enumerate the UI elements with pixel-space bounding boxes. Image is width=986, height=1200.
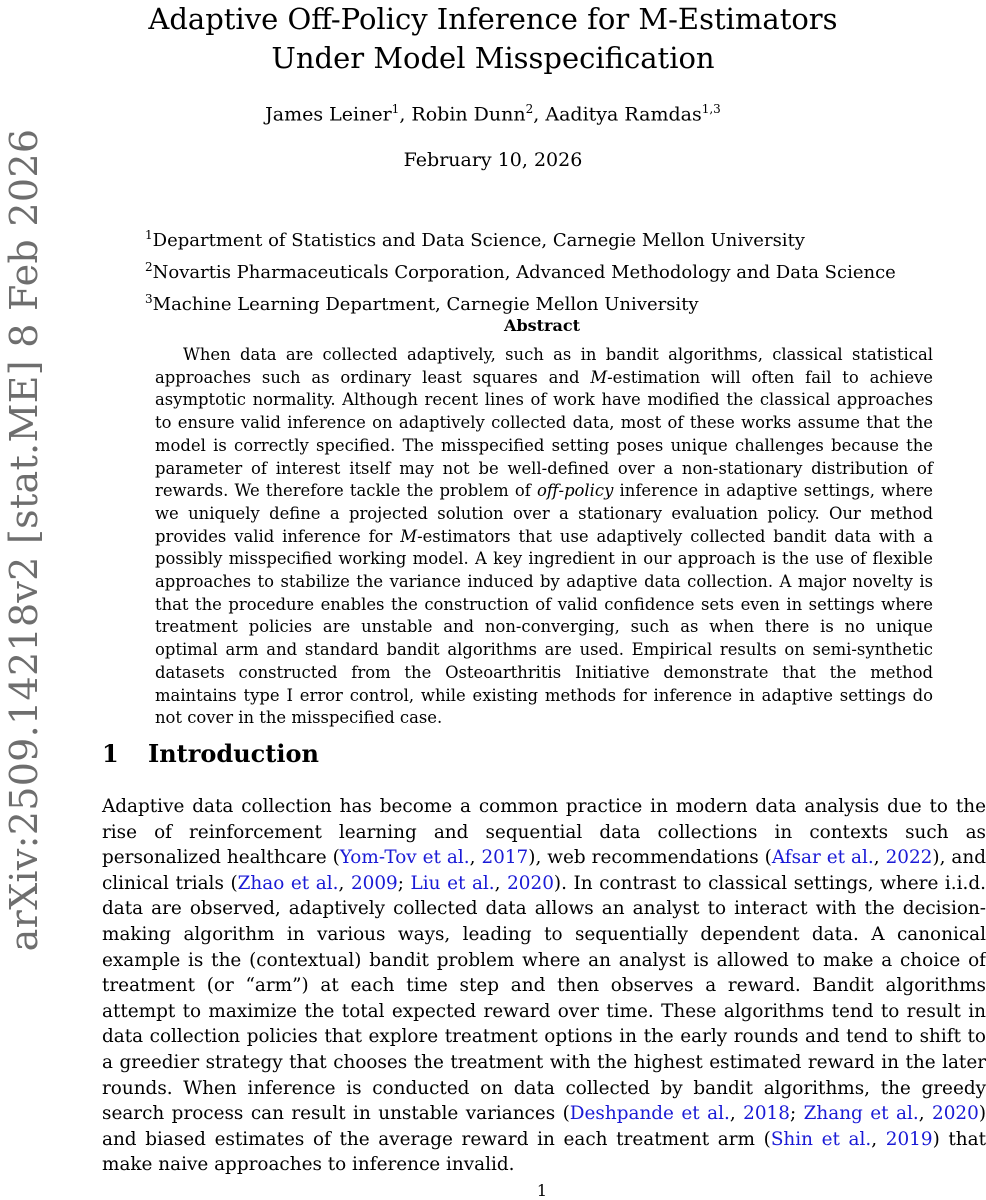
abstract-segment: -estimators that use adaptively collected bandit data with a possibly misspecified working model. A key ingredient in our approach is the use of flexible approaches to stabilize the variance induced by adaptive data collection. A major novelty is that the procedure enables the construction of valid confidence sets even in settings where treatment policies are unstable and non-converging, such as when there is no unique optimal arm and standard bandit algorithms are used. Empirical results on semi-synthetic datasets constructed from the Osteoarthritis Initiative demonstrate that the method maintains type I error control, while existing methods for inference in adaptive settings do not cover in the misspecified case. — [155, 526, 933, 728]
body-text: , — [469, 847, 482, 869]
citation-link[interactable]: Yom-Tov et al. — [339, 847, 470, 869]
affiliation-text: Machine Learning Department, Carnegie Mellon University — [152, 294, 699, 315]
body-text: , — [494, 872, 508, 894]
affiliation-text: Department of Statistics and Data Science, Carnegie Mellon University — [152, 230, 805, 251]
math-symbol: M — [590, 367, 608, 387]
affiliation-item — [145, 254, 896, 286]
emphasis-text: off-policy — [537, 481, 614, 501]
author-name: Robin Dunn — [411, 103, 526, 126]
body-text: , — [871, 1128, 886, 1150]
title-line-2: Under Model Misspecification — [271, 41, 715, 75]
arxiv-sidebar — [0, 0, 48, 952]
affiliation-item — [145, 222, 896, 254]
body-text: Adaptive data collection has become a common practice in modern data analysis due to the rise of reinforcement learning and sequential data collections in contexts such as personalized healthcare ( — [102, 796, 986, 869]
body-text: ), and clinical trials ( — [102, 847, 986, 894]
abstract-segment: -estimation will often fail to achieve asymptotic normality. Although recent lines of work have modified the classical approaches to ensure valid inference on adaptively collected data, most of these works assume that the model is correctly specified. The misspecified setting poses unique challenges because the parameter of interest itself may not be well-defined over a non-stationary distribution of rewards. We therefore tackle the problem of — [155, 367, 933, 501]
body-text: , — [729, 1103, 744, 1125]
body-text: , — [873, 847, 886, 869]
section-title: Introduction — [148, 739, 319, 768]
body-text: , — [918, 1103, 932, 1125]
citation-link[interactable]: Zhang et al. — [803, 1103, 919, 1125]
abstract-segment: inference in adaptive settings, where we uniquely define a projected solution over a stationary evaluation policy. Our method provides valid inference for — [155, 481, 933, 546]
citation-year-link[interactable]: 2022 — [885, 847, 933, 869]
page-number: 1 — [536, 1181, 548, 1200]
affiliation-list — [145, 222, 896, 318]
citation-year-link[interactable]: 2020 — [507, 872, 554, 894]
title-line-1: Adaptive Off-Policy Inference for M-Estimators — [148, 2, 838, 36]
affiliation-number: 1 — [145, 228, 153, 242]
affiliation-number: 3 — [145, 292, 153, 306]
abstract-text — [155, 344, 933, 730]
body-text: ), web recommendations ( — [528, 847, 772, 869]
abstract-segment: When data are collected adaptively, such as in bandit algorithms, classical statistical approaches such as ordinary least squares and — [155, 345, 933, 387]
citation-link[interactable]: Deshpande et al. — [569, 1103, 730, 1125]
citation-link[interactable]: Zhao et al. — [237, 872, 339, 894]
citation-year-link[interactable]: 2019 — [885, 1128, 933, 1150]
affiliation-text: Novartis Pharmaceuticals Corporation, Advanced Methodology and Data Science — [152, 262, 896, 283]
citation-year-link[interactable]: 2017 — [481, 847, 529, 869]
body-text: ) that make naive approaches to inference invalid. — [102, 1128, 986, 1176]
affiliation-number: 2 — [145, 260, 153, 274]
author-name: Aaditya Ramdas — [545, 103, 702, 126]
citation-year-link[interactable]: 2009 — [350, 872, 398, 894]
citation-year-link[interactable]: 2018 — [743, 1103, 790, 1125]
affiliation-item — [145, 286, 896, 318]
math-symbol: M — [400, 526, 418, 546]
section-heading — [102, 739, 319, 768]
citation-link[interactable]: Liu et al. — [410, 872, 495, 894]
author-affiliation-mark: 2 — [525, 102, 534, 116]
body-text: ) and biased estimates of the average reward in each treatment arm ( — [102, 1103, 986, 1150]
body-text: ; — [397, 872, 411, 894]
paper-title — [0, 0, 986, 78]
author-affiliation-mark: 1 — [391, 102, 400, 116]
body-text: ). In contrast to classical settings, where i.i.d. data are observed, adaptively collected data allows an analyst to interact with the decision-making algorithm in various ways, leading to sequentially dependent data. A canonical example is the (contextual) bandit problem where an analyst is allowed to make a choice of treatment (or “arm”) at each time step and then observes a reward. Bandit algorithms attempt to maximize the total expected reward over time. These algorithms tend to result in data collection policies that explore treatment options in the early rounds and tend to shift to a greedier strategy that chooses the treatment with the highest estimated reward in the later rounds. When inference is conducted on data collected by bandit algorithms, the greedy search process can result in unstable variances ( — [102, 872, 986, 1125]
citation-year-link[interactable]: 2020 — [932, 1103, 979, 1125]
publication-date: February 10, 2026 — [403, 149, 583, 171]
author-name: James Leiner — [265, 103, 392, 126]
introduction-paragraph — [102, 794, 986, 1178]
body-text: ; — [789, 1103, 804, 1125]
author-list: James Leiner$^1$, Robin Dunn$^2$, Aaditya Ramdas$^{1,3}$ — [265, 102, 721, 126]
author-affiliation-mark: 1,3 — [701, 102, 721, 116]
arxiv-identifier: arXiv:2509.14218v2 [stat.ME] 8 Feb 2026 — [2, 128, 46, 952]
body-text: , — [338, 872, 351, 894]
citation-link[interactable]: Afsar et al. — [771, 847, 874, 869]
section-number: 1 — [102, 739, 119, 768]
citation-link[interactable]: Shin et al. — [770, 1128, 872, 1150]
abstract-heading: Abstract — [504, 316, 580, 335]
